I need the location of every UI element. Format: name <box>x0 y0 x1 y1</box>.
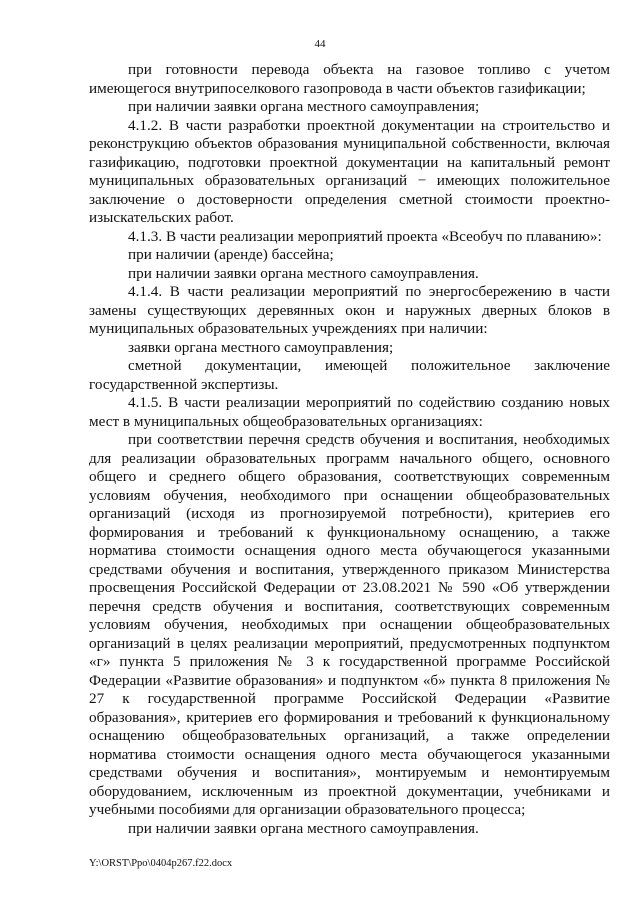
paragraph: при наличии заявки органа местного самоуправления; <box>128 98 480 115</box>
paragraph: сметной документации, имеющей положительное заключение государственной экспертизы. <box>89 357 610 393</box>
footer-file-path: Y:\ORST\Ppo\0404p267.f22.docx <box>89 858 233 869</box>
paragraph-4-1-4: 4.1.4. В части реализации мероприятий по энергосбережению в части замены существующих деревянных окон и наружных дверных блоков в муниципальных образовательных учреждениях при наличии: <box>89 283 610 337</box>
paragraph-4-1-2: 4.1.2. В части разработки проектной документации на строительство и реконструкцию объектов образования муниципальной собственности, включая газификацию, подготовки проектной документации на капитальный ремонт муниципальных образовательных организаций − имеющих положительное заключение о достоверности определения сметной стоимости проектно-изыскательских работ. <box>89 116 610 226</box>
paragraph: при наличии заявки органа местного самоуправления. <box>128 819 479 837</box>
paragraph: заявки органа местного самоуправления; <box>128 338 394 356</box>
document-body <box>89 61 610 838</box>
paragraph: при наличии (аренде) бассейна; <box>128 246 334 263</box>
page-number: 44 <box>314 38 326 50</box>
paragraph-4-1-3: 4.1.3. В части реализации мероприятий проекта «Всеобуч по плаванию»: <box>128 227 602 245</box>
paragraph-4-1-5: 4.1.5. В части реализации мероприятий по содействию созданию новых мест в муниципальных общеобразовательных организациях: <box>89 394 610 430</box>
paragraph: при соответствии перечня средств обучения и воспитания, необходимых для реализации образовательных программ начального общего, основного общего и среднего общего образования, соответствующих современным условиям обучения, необходимого при оснащении общеобразовательных организаций (исходя из прогнозируемой потребности), критериев его формирования и требований к функциональному оснащению, а также норматива стоимости оснащения одного места обучающегося указанными средствами обучения и воспитания, утвержденного приказом Министерства просвещения Российской Федерации от 23.08.2021 № 590 «Об утверждении перечня средств обучения и воспитания, соответствующих современным условиям обучения, необходимых при оснащении общеобразовательных организаций в целях реализации мероприятий, предусмотренных подпунктом «г» пункта 5 приложения № 3 к государственной программе Российской Федерации «Развитие образования» и подпунктом «б» пункта 8 приложения № 27 к государственной программе Российской Федерации «Развитие образования», критериев его формирования и требований к функциональному оснащению общеобразовательных организаций, а также определении норматива стоимости оснащения одного места обучающегося указанными средствами обучения и воспитания», монтируемым и немонтируемым оборудованием, исключенным из проектной документации, учебниками и учебными пособиями для организации образовательного процесса; <box>89 431 610 818</box>
paragraph: при наличии заявки органа местного самоуправления. <box>128 264 479 282</box>
paragraph: при готовности перевода объекта на газовое топливо с учетом имеющегося внутрипоселкового газопровода в части объектов газификации; <box>89 61 610 97</box>
